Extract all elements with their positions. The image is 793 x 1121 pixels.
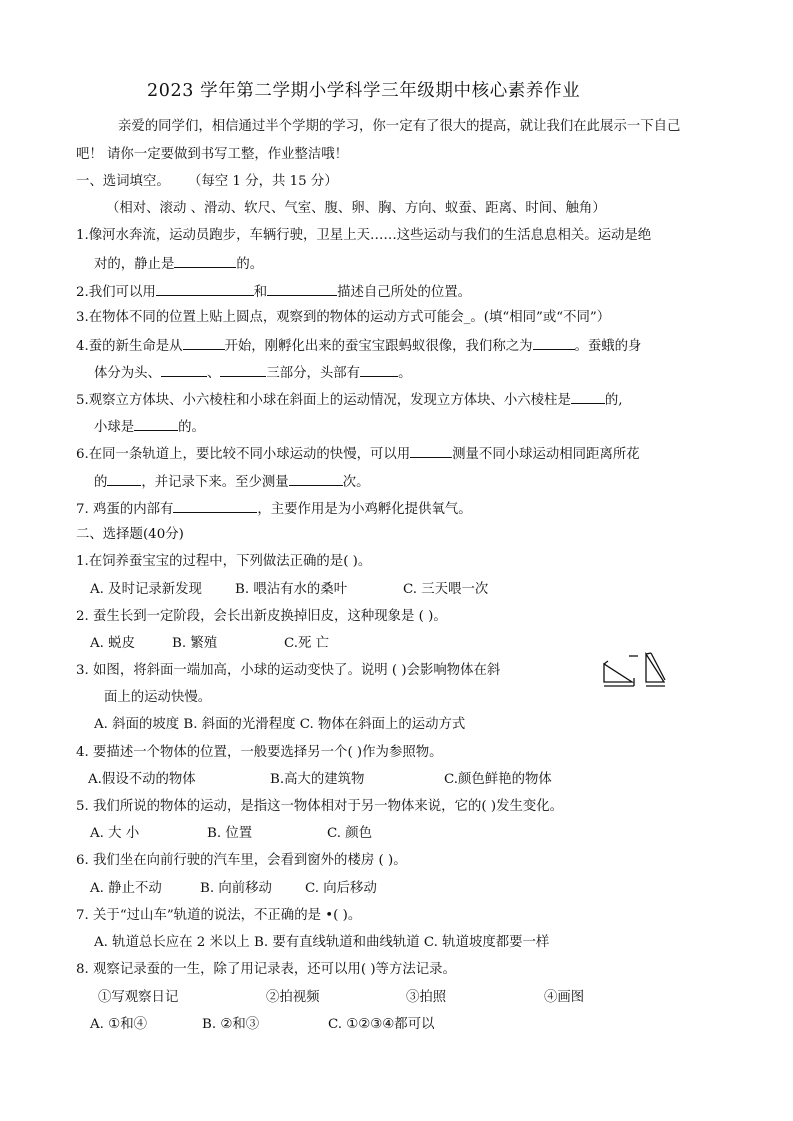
answer-blank[interactable] bbox=[183, 335, 225, 350]
choice-q2-option-b[interactable]: B. 繁殖 bbox=[172, 636, 218, 651]
section1-score: （每空 1 分，共 15 分） bbox=[188, 174, 338, 189]
choice-q4-option-b[interactable]: B.高大的建筑物 bbox=[270, 772, 365, 787]
choice-q5-option-a[interactable]: A. 大 小 bbox=[90, 826, 140, 841]
answer-blank[interactable] bbox=[360, 362, 398, 377]
fill-q3: 3.在物体不同的位置上贴上圆点，观察到的物体的运动方式可能会_。(填“相同”或“不同”） bbox=[76, 310, 611, 325]
fill-q5-line-1 bbox=[76, 389, 623, 411]
choice-q8-methods bbox=[98, 988, 584, 1008]
choice-q1-option-c[interactable]: C. 三天喂一次 bbox=[403, 582, 489, 597]
fill-q4-text-end: 。蚕蛾的身 bbox=[574, 339, 642, 354]
choice-q8-option-b[interactable]: B. ②和③ bbox=[202, 1017, 260, 1032]
fill-q2 bbox=[76, 281, 471, 303]
fill-q4-line-2 bbox=[94, 362, 411, 384]
choice-q1-options bbox=[90, 580, 488, 600]
fill-q2-text-mid: 和 bbox=[253, 285, 268, 300]
choice-q2-stem: 2. 蚕生长到一定阶段，会长出新皮换掉旧皮，这种现象是 ( )。 bbox=[76, 609, 447, 624]
fill-q4-sep: 、 bbox=[206, 366, 221, 381]
fill-q2-text-end: 描述自己所处的位置。 bbox=[337, 285, 472, 300]
choice-q1-option-a[interactable]: A. 及时记录新发现 bbox=[90, 582, 202, 597]
fill-q1-text: 对的，静止是 bbox=[94, 257, 175, 272]
fill-q2-text: 2.我们可以用 bbox=[76, 285, 156, 300]
answer-blank[interactable] bbox=[267, 281, 337, 296]
fill-q4-text: 4.蚕的新生命是从 bbox=[76, 339, 183, 354]
choice-q4-options bbox=[88, 770, 552, 790]
choice-q8-option-c[interactable]: C. ①②③④都可以 bbox=[328, 1017, 435, 1032]
low-ramp-icon bbox=[604, 656, 638, 686]
answer-blank[interactable] bbox=[289, 471, 343, 486]
choice-q7-options[interactable]: A. 轨道总长应在 2 米以上 B. 要有直线轨道和曲线轨道 C. 轨道坡度都要一样 bbox=[94, 935, 550, 950]
fill-q1-line-1: 1.像河水奔流，运动员跑步，车辆行驶，卫星上天……这些运动与我们的生活息息相关。运动是绝 bbox=[76, 228, 652, 243]
fill-q5-text-end: 的, bbox=[604, 393, 623, 408]
answer-blank[interactable] bbox=[134, 416, 178, 431]
answer-blank[interactable] bbox=[107, 471, 141, 486]
choice-q4-stem: 4. 要描述一个物体的位置，一般要选择另一个( )作为参照物。 bbox=[76, 745, 443, 760]
fill-q5-text: 5.观察立方体块、小六棱柱和小球在斜面上的运动情况，发现立方体块、小六棱柱是 bbox=[76, 393, 571, 408]
word-bank: （相对、滚动 、滑动、软尺、气室、腹、卵、胸、方向、蚁蚕、距离、时间、触角） bbox=[106, 201, 606, 216]
choice-q3-stem-1: 3. 如图，将斜面一端加高，小球的运动变快了。说明 ( )会影响物体在斜 bbox=[76, 663, 501, 678]
answer-blank[interactable] bbox=[571, 389, 605, 404]
choice-q8-options bbox=[90, 1015, 434, 1035]
fill-q6-text-end: 次。 bbox=[342, 475, 370, 490]
fill-q5-line-2 bbox=[94, 416, 205, 438]
choice-q7-stem: 7. 关于“过山车”轨道的说法，不正确的是 •( )。 bbox=[76, 908, 362, 923]
choice-q4-option-a[interactable]: A.假设不动的物体 bbox=[88, 772, 196, 787]
answer-blank[interactable] bbox=[174, 253, 236, 268]
choice-q6-option-b[interactable]: B. 向前移动 bbox=[200, 881, 272, 896]
fill-q1-text-end: 的。 bbox=[236, 257, 264, 272]
fill-q4-text-2: 体分为头、 bbox=[94, 366, 161, 381]
high-ramp-icon bbox=[646, 653, 665, 686]
choice-q2-options bbox=[90, 634, 329, 654]
choice-q5-option-b[interactable]: B. 位置 bbox=[207, 826, 253, 841]
section1-heading-row bbox=[76, 172, 338, 192]
choice-q6-options bbox=[90, 879, 377, 899]
fill-q1-line-2 bbox=[94, 253, 263, 275]
choice-q6-option-a[interactable]: A. 静止不动 bbox=[90, 881, 162, 896]
fill-q6-text-2: 的 bbox=[94, 475, 108, 490]
method-diary: ①写观察日记 bbox=[98, 990, 179, 1005]
answer-blank[interactable] bbox=[161, 362, 207, 377]
answer-blank[interactable] bbox=[173, 498, 257, 513]
fill-q4-line-1 bbox=[76, 335, 641, 357]
intro-line-1: 亲爱的同学们，相信通过半个学期的学习，你一定有了很大的提高，就让我们在此展示一下自己 bbox=[118, 119, 681, 134]
page-title: 2023 学年第二学期小学科学三年级期中核心素养作业 bbox=[147, 81, 581, 101]
choice-q3-options[interactable]: A. 斜面的坡度 B. 斜面的光滑程度 C. 物体在斜面上的运动方式 bbox=[94, 717, 466, 732]
fill-q4-text-end: 。 bbox=[398, 366, 412, 381]
answer-blank[interactable] bbox=[533, 335, 575, 350]
section2-heading: 二、选择题(40分) bbox=[76, 527, 184, 542]
fill-q7-text: 7. 鸡蛋的内部有 bbox=[76, 502, 174, 517]
choice-q4-option-c[interactable]: C.颜色鲜艳的物体 bbox=[444, 772, 552, 787]
fill-q6-text-3: ，并记录下来。至少测量 bbox=[141, 475, 289, 490]
choice-q5-stem: 5. 我们所说的物体的运动，是指这一物体相对于另一物体来说，它的( )发生变化。 bbox=[76, 799, 564, 814]
choice-q8-stem: 8. 观察记录蚕的一生，除了用记录表，还可以用( )等方法记录。 bbox=[76, 962, 456, 977]
fill-q5-text-2: 小球是 bbox=[94, 420, 135, 435]
choice-q1-stem: 1.在饲养蚕宝宝的过程中，下列做法正确的是( )。 bbox=[76, 554, 372, 569]
method-photo: ③拍照 bbox=[406, 990, 447, 1005]
fill-q6-line-2 bbox=[94, 471, 369, 493]
method-video: ②拍视频 bbox=[266, 990, 320, 1005]
fill-q6-text-mid: 测量不同小球运动相同距离所花 bbox=[452, 447, 640, 462]
incline-ramp-figure bbox=[602, 652, 666, 690]
choice-q6-stem: 6. 我们坐在向前行驶的汽车里，会看到窗外的楼房 ( )。 bbox=[76, 853, 407, 868]
choice-q8-option-a[interactable]: A. ①和④ bbox=[90, 1017, 147, 1032]
fill-q7-text-end: ，主要作用是为小鸡孵化提供氧气。 bbox=[257, 502, 472, 517]
choice-q1-option-b[interactable]: B. 喂沾有水的桑叶 bbox=[235, 582, 348, 597]
fill-q6-text: 6.在同一条轨道上，要比较不同小球运动的快慢，可以用 bbox=[76, 447, 411, 462]
fill-q4-text-3: 三部分，头部有 bbox=[266, 366, 361, 381]
method-drawing: ④画图 bbox=[544, 990, 585, 1005]
choice-q2-option-c[interactable]: C.死 亡 bbox=[284, 636, 330, 651]
choice-q6-option-c[interactable]: C. 向后移动 bbox=[305, 881, 377, 896]
choice-q2-option-a[interactable]: A. 蜕皮 bbox=[90, 636, 135, 651]
answer-blank[interactable] bbox=[410, 443, 452, 458]
answer-blank[interactable] bbox=[220, 362, 266, 377]
fill-q7 bbox=[76, 498, 472, 520]
choice-q5-options bbox=[90, 824, 372, 844]
choice-q3-stem-2: 面上的运动快慢。 bbox=[104, 690, 212, 705]
choice-q5-option-c[interactable]: C. 颜色 bbox=[327, 826, 373, 841]
section1-heading: 一、选词填空。 bbox=[76, 174, 170, 189]
intro-line-2: 吧！ 请你一定要做到书写工整，作业整洁哦！ bbox=[76, 147, 349, 162]
fill-q5-text-3: 的。 bbox=[178, 420, 205, 435]
answer-blank[interactable] bbox=[156, 281, 254, 296]
fill-q6-line-1 bbox=[76, 443, 640, 465]
fill-q4-text-mid: 开始，刚孵化出来的蚕宝宝跟蚂蚁很像，我们称之为 bbox=[224, 339, 533, 354]
